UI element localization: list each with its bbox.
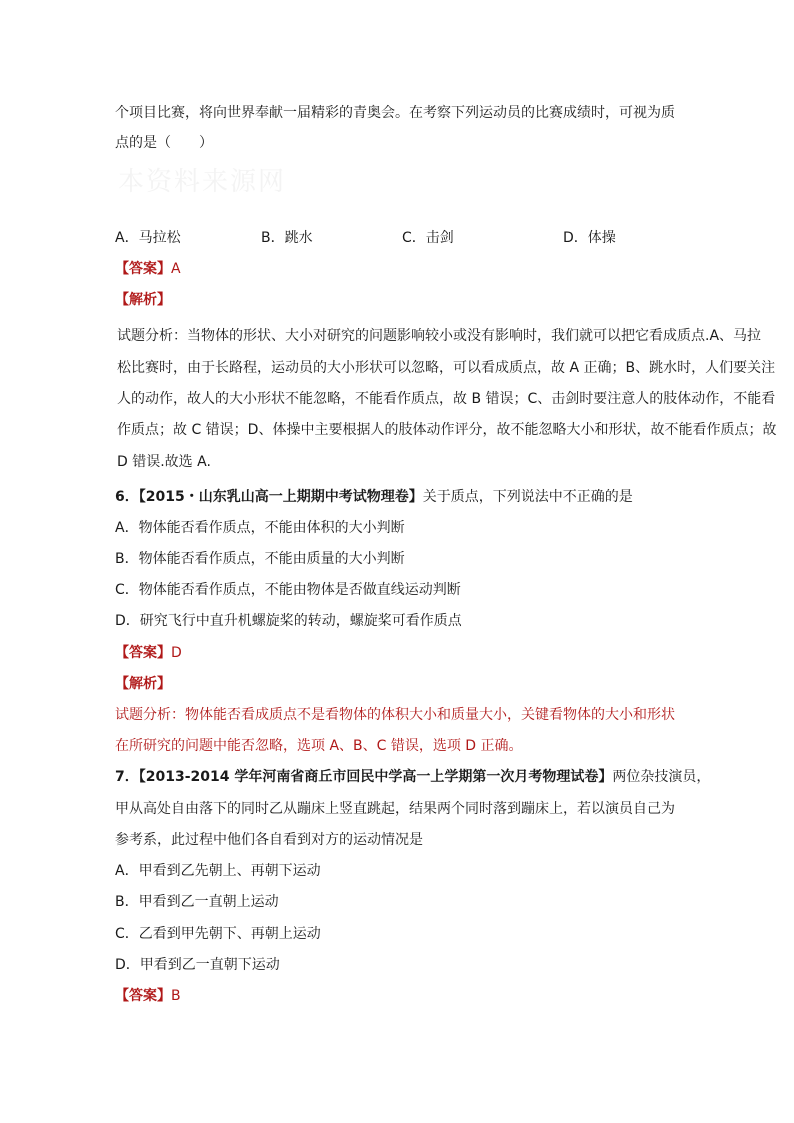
q5-option-b: B．跳水 — [261, 230, 313, 246]
q7-stem-line-1: 两位杂技演员， — [612, 769, 711, 785]
answer-label: 【答案】 — [115, 645, 171, 661]
q6-answer — [115, 643, 182, 663]
q5-stem-line-2: 点的是（ ） — [115, 135, 213, 151]
q7-stem-line-2: 甲从高处自由落下的同时乙从蹦床上竖直跳起，结果两个同时落到蹦床上，若以演员自己为 — [115, 801, 675, 817]
q6-option-d: D．研究飞行中直升机螺旋桨的转动，螺旋桨可看作质点 — [115, 613, 462, 629]
q7-source: 【2013-2014 学年河南省商丘市回民中学高一上学期第一次月考物理试卷】 — [138, 769, 613, 785]
q7-title — [115, 767, 710, 787]
q7-stem-line-3: 参考系，此过程中他们各自看到对方的运动情况是 — [115, 832, 423, 848]
q5-analysis-line: 试题分析：当物体的形状、大小对研究的问题影响较小或没有影响时，我们就可以把它看成质点.A、马拉 — [117, 328, 762, 344]
q7-answer — [115, 986, 181, 1006]
answer-label: 【答案】 — [115, 988, 171, 1004]
q7-option-b: B．甲看到乙一直朝上运动 — [115, 894, 279, 910]
q5-analysis-line: 作质点；故 C 错误；D、体操中主要根据人的肢体动作评分，故不能忽略大小和形状，故不能看作质点；故 — [117, 422, 777, 438]
q6-option-c: C．物体能否看作质点，不能由物体是否做直线运动判断 — [115, 582, 461, 598]
answer-value: D — [171, 645, 182, 661]
q5-analysis-label: 【解析】 — [115, 292, 171, 308]
q6-analysis-line: 试题分析：物体能否看成质点不是看物体的体积大小和质量大小，关键看物体的大小和形状 — [115, 707, 675, 723]
q6-option-a: A．物体能否看作质点，不能由体积的大小判断 — [115, 520, 405, 536]
q5-answer — [115, 259, 181, 279]
answer-label: 【答案】 — [115, 261, 171, 277]
q6-title — [115, 487, 633, 507]
q6-stem: 关于质点，下列说法中不正确的是 — [422, 489, 633, 505]
q5-option-c: C．击剑 — [402, 230, 454, 246]
q7-number: 7． — [115, 769, 139, 785]
q7-option-d: D．甲看到乙一直朝下运动 — [115, 957, 280, 973]
q5-stem-line-1: 个项目比赛，将向世界奉献一届精彩的青奥会。在考察下列运动员的比赛成绩时，可视为质 — [115, 105, 675, 121]
answer-value: A — [171, 261, 181, 277]
q6-analysis-line: 在所研究的问题中能否忽略，选项 A、B、C 错误，选项 D 正确。 — [115, 738, 523, 754]
q6-analysis-label: 【解析】 — [115, 676, 171, 692]
q5-analysis-line: D 错误.故选 A. — [117, 454, 211, 470]
q5-option-d: D．体操 — [563, 230, 616, 246]
answer-value: B — [171, 988, 181, 1004]
q6-number: 6． — [115, 489, 139, 505]
watermark: 本资料来源网 — [118, 167, 287, 197]
q5-option-a: A．马拉松 — [115, 230, 181, 246]
q6-option-b: B．物体能否看作质点，不能由质量的大小判断 — [115, 551, 405, 567]
q5-analysis-line: 人的动作，故人的大小形状不能忽略，不能看作质点，故 B 错误；C、击剑时要注意人的肢体动作，不能看 — [117, 391, 776, 407]
q7-option-a: A．甲看到乙先朝上、再朝下运动 — [115, 863, 321, 879]
q6-source: 【2015・山东乳山高一上期期中考试物理卷】 — [138, 489, 423, 505]
q7-option-c: C．乙看到甲先朝下、再朝上运动 — [115, 926, 321, 942]
q5-analysis-line: 松比赛时，由于长路程，运动员的大小形状可以忽略，可以看成质点，故 A 正确；B、跳水时，人们要关注 — [117, 360, 776, 376]
